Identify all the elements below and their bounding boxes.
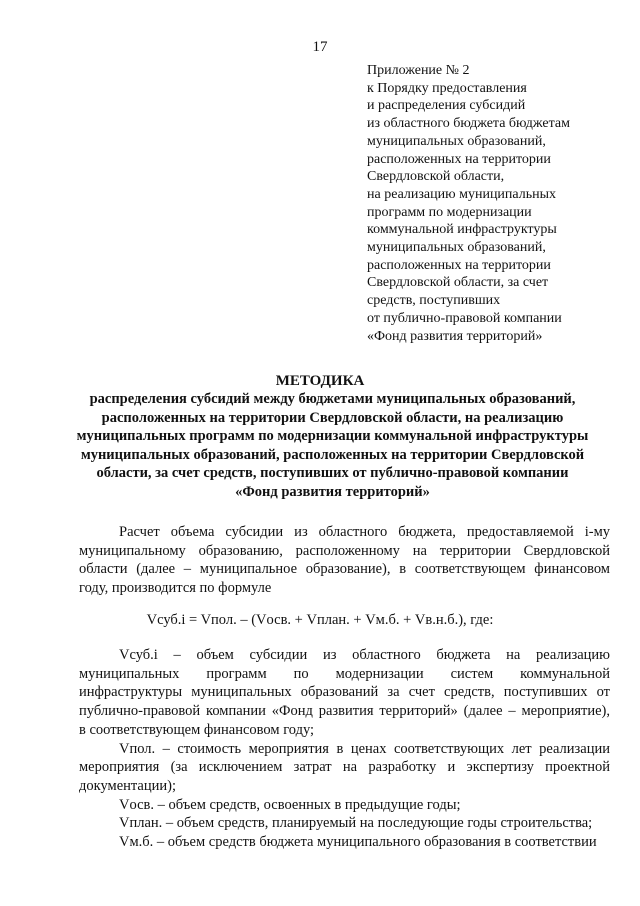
appendix-line: «Фонд развития территорий» [367,328,543,344]
definition-line: публично-правовой компании «Фонд развития территорий» (далее – мероприятие), [79,703,610,720]
paragraph-line: Расчет объема субсидии из областного бюджета, предоставляемой i-му [119,524,610,540]
page-number: 17 [312,39,328,55]
appendix-line: Свердловской области, за счет [367,275,549,291]
appendix-line: расположенных на территории [367,151,551,167]
definition-line: Vм.б. – объем средств бюджета муниципального образования в соответствии [119,834,597,851]
subtitle-line: распределения субсидий между бюджетами муниципальных образований, [89,391,576,407]
document-title: МЕТОДИКА [275,373,365,389]
appendix-line: расположенных на территории [367,257,551,273]
appendix-line: к Порядку предоставления [367,80,527,96]
subtitle-line: муниципальных образований, расположенных на территории Свердловской [80,446,585,463]
appendix-line: от публично-правовой компании [367,310,562,326]
appendix-line: средств, поступивших [367,293,501,309]
paragraph-line: муниципальному образованию, расположенному на территории Свердловской [79,542,610,559]
appendix-line: муниципальных образований, [367,240,546,256]
definition-line: Vсуб.i – объем субсидии из областного бюджета на реализацию [119,647,610,663]
definition-line: Vосв. – объем средств, освоенных в предыдущие годы; [119,796,461,813]
appendix-line: из областного бюджета бюджетам [367,116,570,132]
definition-line: в соответствующем финансовом году; [79,721,315,738]
definition-line: инфраструктуры муниципальных образований за счет средств, поступивших от [79,684,610,701]
appendix-header [367,62,632,345]
appendix-line: муниципальных образований, [367,133,546,149]
definition-line: документации); [79,777,176,794]
definition-line: муниципальных программ по модернизации систем коммунальной [79,665,610,682]
appendix-line: на реализацию муниципальных [367,186,557,202]
paragraph-line: году, производится по формуле [79,580,272,597]
subtitle-line: расположенных на территории Свердловской области, на реализацию [101,409,564,426]
appendix-line: программ по модернизации [367,204,532,220]
subtitle-line: муниципальных программ по модернизации коммунальной инфраструктуры [76,428,589,444]
subtitle-line: области, за счет средств, поступивших от публично-правовой компании [96,465,569,481]
appendix-line: Свердловской области, [367,169,505,185]
paragraph-line: области (далее – муниципальное образование), в соответствующем финансовом [79,561,610,578]
appendix-line: коммунальной инфраструктуры [367,222,557,238]
definitions-list [79,646,610,852]
formula: Vсуб.i = Vпол. – (Vосв. + Vплан. + Vм.б. + Vв.н.б.), где: [146,612,494,628]
appendix-line: Приложение № 2 [367,63,470,78]
subtitle-line: «Фонд развития территорий» [235,483,430,500]
appendix-line: и распределения субсидий [367,98,526,114]
definition-line: мероприятия (за исключением затрат на разработку и экспертизу проектной [79,759,610,776]
definition-line: Vплан. – объем средств, планируемый на последующие годы строительства; [119,815,593,832]
document-subtitle [60,390,605,501]
definition-line: Vпол. – стоимость мероприятия в ценах соответствующих лет реализации [119,740,610,757]
intro-paragraph [79,523,610,598]
